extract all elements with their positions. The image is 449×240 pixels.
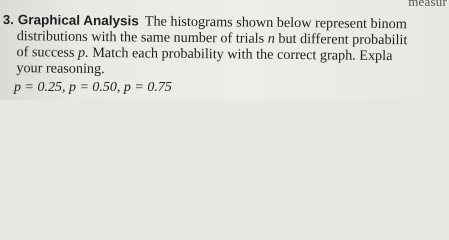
problem-heading: Graphical Analysis bbox=[17, 12, 139, 29]
problem-text-line-2b: but different probabilit bbox=[278, 30, 408, 49]
cut-off-top-text: measur bbox=[408, 0, 447, 9]
problem-line-4: your reasoning. bbox=[16, 60, 105, 78]
problem-3 bbox=[2, 12, 449, 81]
textbook-page bbox=[0, 0, 449, 100]
problem-number: 3. bbox=[2, 12, 14, 28]
problem-text-line-3a: of success bbox=[16, 44, 75, 61]
variable-p: p. bbox=[77, 44, 89, 61]
problem-text-line-2a: distributions with the same number of trials bbox=[16, 28, 265, 47]
problem-text-line-3b: Match each probability with the correct graph. Expla bbox=[92, 44, 393, 65]
probability-values: p = 0.25, p = 0.50, p = 0.75 bbox=[14, 80, 172, 95]
problem-text-line-1: The histograms shown below represent binom bbox=[144, 13, 407, 33]
variable-n: n bbox=[267, 30, 275, 47]
